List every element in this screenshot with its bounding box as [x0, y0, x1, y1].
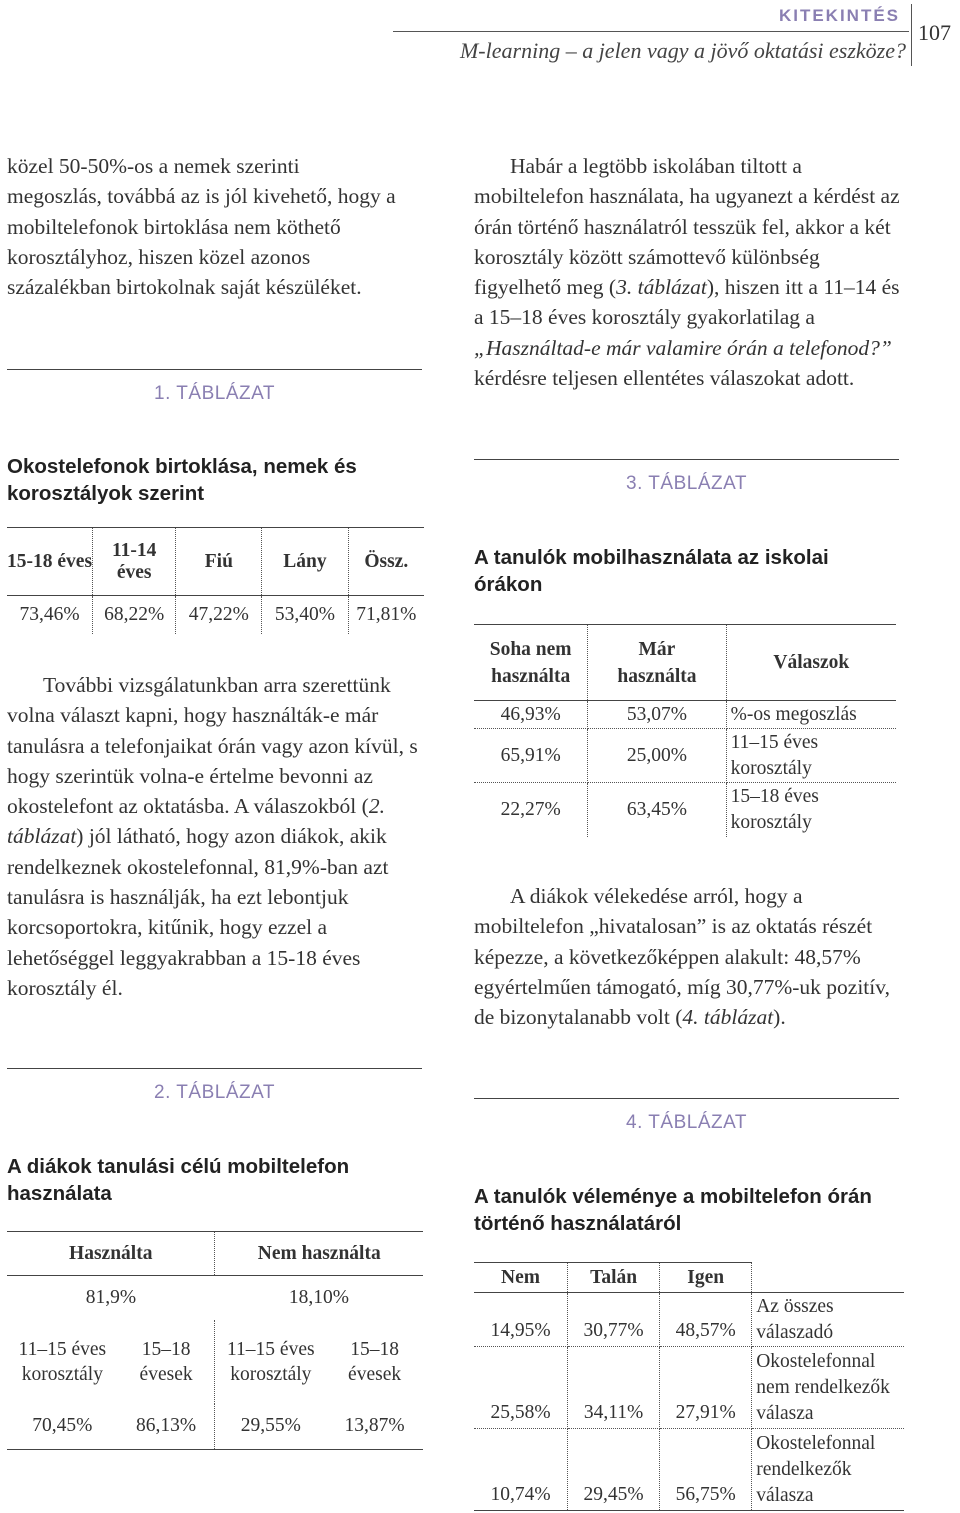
table3-cell: %-os megoszlás: [726, 701, 896, 729]
running-title: M-learning – a jelen vagy a jövő oktatási eszköze?: [459, 38, 906, 63]
table4-cell: Okostelefonnal rendelkezők válasza: [756, 1432, 876, 1506]
table2-total: 81,9%: [85, 1286, 137, 1308]
table2-header: Használta: [7, 1232, 215, 1276]
table4-header: [752, 1263, 904, 1293]
table3-cell: 25,00%: [588, 729, 726, 783]
table2-group: 11–15 éves korosztály: [18, 1338, 107, 1385]
table3-cell: 15–18 éves korosztály: [730, 785, 819, 833]
table2-group: 15–18 évesek: [348, 1338, 402, 1385]
table1-cell: 68,22%: [93, 596, 176, 634]
table1-top-rule: [7, 369, 422, 370]
table4-reference: 4. táblázat: [682, 1005, 774, 1030]
table1-header: 15-18 éves: [7, 528, 93, 596]
table3-header: Soha nem használta: [474, 625, 588, 701]
table4-header: Talán: [568, 1263, 660, 1293]
table3: [474, 624, 896, 837]
table3-label: 3. TÁBLÁZAT: [626, 473, 747, 494]
header-vertical-rule: [911, 4, 912, 66]
table4-cell: 30,77%: [568, 1293, 660, 1347]
table2-title: A diákok tanulási célú mobiltelefon használata: [7, 1155, 350, 1205]
table2-reference: 2. táblázat: [7, 794, 385, 849]
table1-header: Fiú: [176, 528, 262, 596]
table2-total: 18,10%: [288, 1286, 350, 1308]
table3-top-rule: [474, 459, 899, 460]
table1-cell: 71,81%: [356, 603, 417, 625]
table2: [7, 1231, 423, 1450]
table4-cell: 27,91%: [660, 1347, 752, 1429]
table3-title: A tanulók mobilhasználata az iskolai órákon: [474, 546, 829, 596]
table4-cell: 34,11%: [568, 1347, 660, 1429]
table2-label: 2. TÁBLÁZAT: [154, 1082, 275, 1103]
table3-cell: 63,45%: [588, 783, 726, 837]
table4-cell: 29,45%: [568, 1429, 660, 1511]
table2-value: 70,45%: [32, 1415, 93, 1437]
table1-cell: 53,40%: [262, 596, 348, 634]
right-paragraph-2: A diákok vélekedése arról, hogy a mobiltelefon „hivatalosan” is az oktatás részét képezze, a következőképpen alakult: 48,57% egyértelműen támogató, míg 30,77%-uk pozitív, de bizonytalanabb volt (4. táblázat).: [474, 884, 890, 1030]
table4-cell: 25,58%: [474, 1347, 568, 1429]
table3-cell: 22,27%: [474, 783, 588, 837]
question-quote: „Használtad-e már valamire órán a telefonod?”: [474, 335, 892, 360]
table2-value: 29,55%: [240, 1415, 301, 1437]
table4-title: A tanulók véleménye a mobiltelefon órán történő használatáról: [474, 1185, 872, 1235]
table2-value: 86,13%: [118, 1404, 215, 1450]
table1-header: 11-14 éves: [93, 528, 176, 596]
table4-label: 4. TÁBLÁZAT: [626, 1112, 747, 1133]
table2-value: 13,87%: [344, 1415, 405, 1437]
left-paragraph-2: További vizsgálatunkban arra szerettünk volna választ kapni, hogy használták-e már tanulásra a telefonjaikat órán vagy azon kívül, s hogy szerintük volna-e értelme bevonni az okostelefont az oktatásba. A válaszokból (2. táblázat) jól látható, hogy azon diákok, akik rendelkeznek okostelefonnal, 81,9%-ban azt tanulásra is használják, ha ezt lebontjuk korcsoportokra, kitűnik, hogy ezzel a lehetőséggel leggyakrabban a 15-18 éves korosztály él.: [7, 673, 418, 1000]
left-paragraph-1: közel 50-50%-os a nemek szerinti megoszlás, továbbá az is jól kivehető, hogy a mobiltelefonok birtoklása nem köthető korosztályhoz, hiszen közel azonos százalékban birtokolnak saját készüléket.: [7, 154, 396, 300]
table4-top-rule: [474, 1098, 899, 1099]
table4: [474, 1262, 904, 1511]
table1-header: Lány: [262, 528, 348, 596]
page-number: 107: [918, 20, 951, 45]
right-paragraph-1: Habár a legtöbb iskolában tiltott a mobiltelefon használata, ha ugyanezt a kérdést az órán történő használatról tesszük fel, akkor a két korosztály között számottevő különbség figyelhető meg (3. táblázat), hiszen itt a 11–14 és a 15–18 éves korosztály gyakorlatilag a „Használtad-e már valamire órán a telefonod?” kérdésre teljesen ellentétes válaszokat adott.: [474, 154, 900, 391]
table1: [7, 527, 424, 634]
table4-cell: Okostelefonnal nem rendelkezők válasza: [752, 1347, 904, 1429]
table1-header: Össz.: [364, 550, 409, 572]
table4-cell: 56,75%: [660, 1429, 752, 1511]
table1-label: 1. TÁBLÁZAT: [154, 383, 275, 404]
table3-header: Válaszok: [773, 652, 850, 673]
table2-header: Nem használta: [257, 1242, 381, 1264]
table1-cell: 73,46%: [7, 596, 93, 634]
table2-group: 15–18 évesek: [118, 1320, 215, 1404]
table3-cell: 11–15 éves korosztály: [726, 729, 896, 783]
table3-cell: 53,07%: [588, 701, 726, 729]
table3-header: Már használta: [588, 625, 726, 701]
table4-header: Nem: [474, 1263, 568, 1293]
table4-cell: 10,74%: [474, 1429, 568, 1511]
table3-cell: 46,93%: [474, 701, 588, 729]
table1-cell: 47,22%: [176, 596, 262, 634]
table4-header: Igen: [660, 1263, 752, 1293]
section-kicker: KITEKINTÉS: [778, 6, 900, 25]
table2-top-rule: [7, 1068, 422, 1069]
header-rule: [393, 31, 909, 32]
table2-group: 11–15 éves korosztály: [227, 1338, 315, 1385]
table4-cell: Az összes válaszadó: [752, 1293, 904, 1347]
table3-reference: 3. táblázat: [616, 275, 707, 300]
table4-cell: 48,57%: [660, 1293, 752, 1347]
table1-title: Okostelefonok birtoklása, nemek és korosztályok szerint: [7, 455, 357, 505]
table3-cell: 65,91%: [474, 729, 588, 783]
table4-cell: 14,95%: [474, 1293, 568, 1347]
